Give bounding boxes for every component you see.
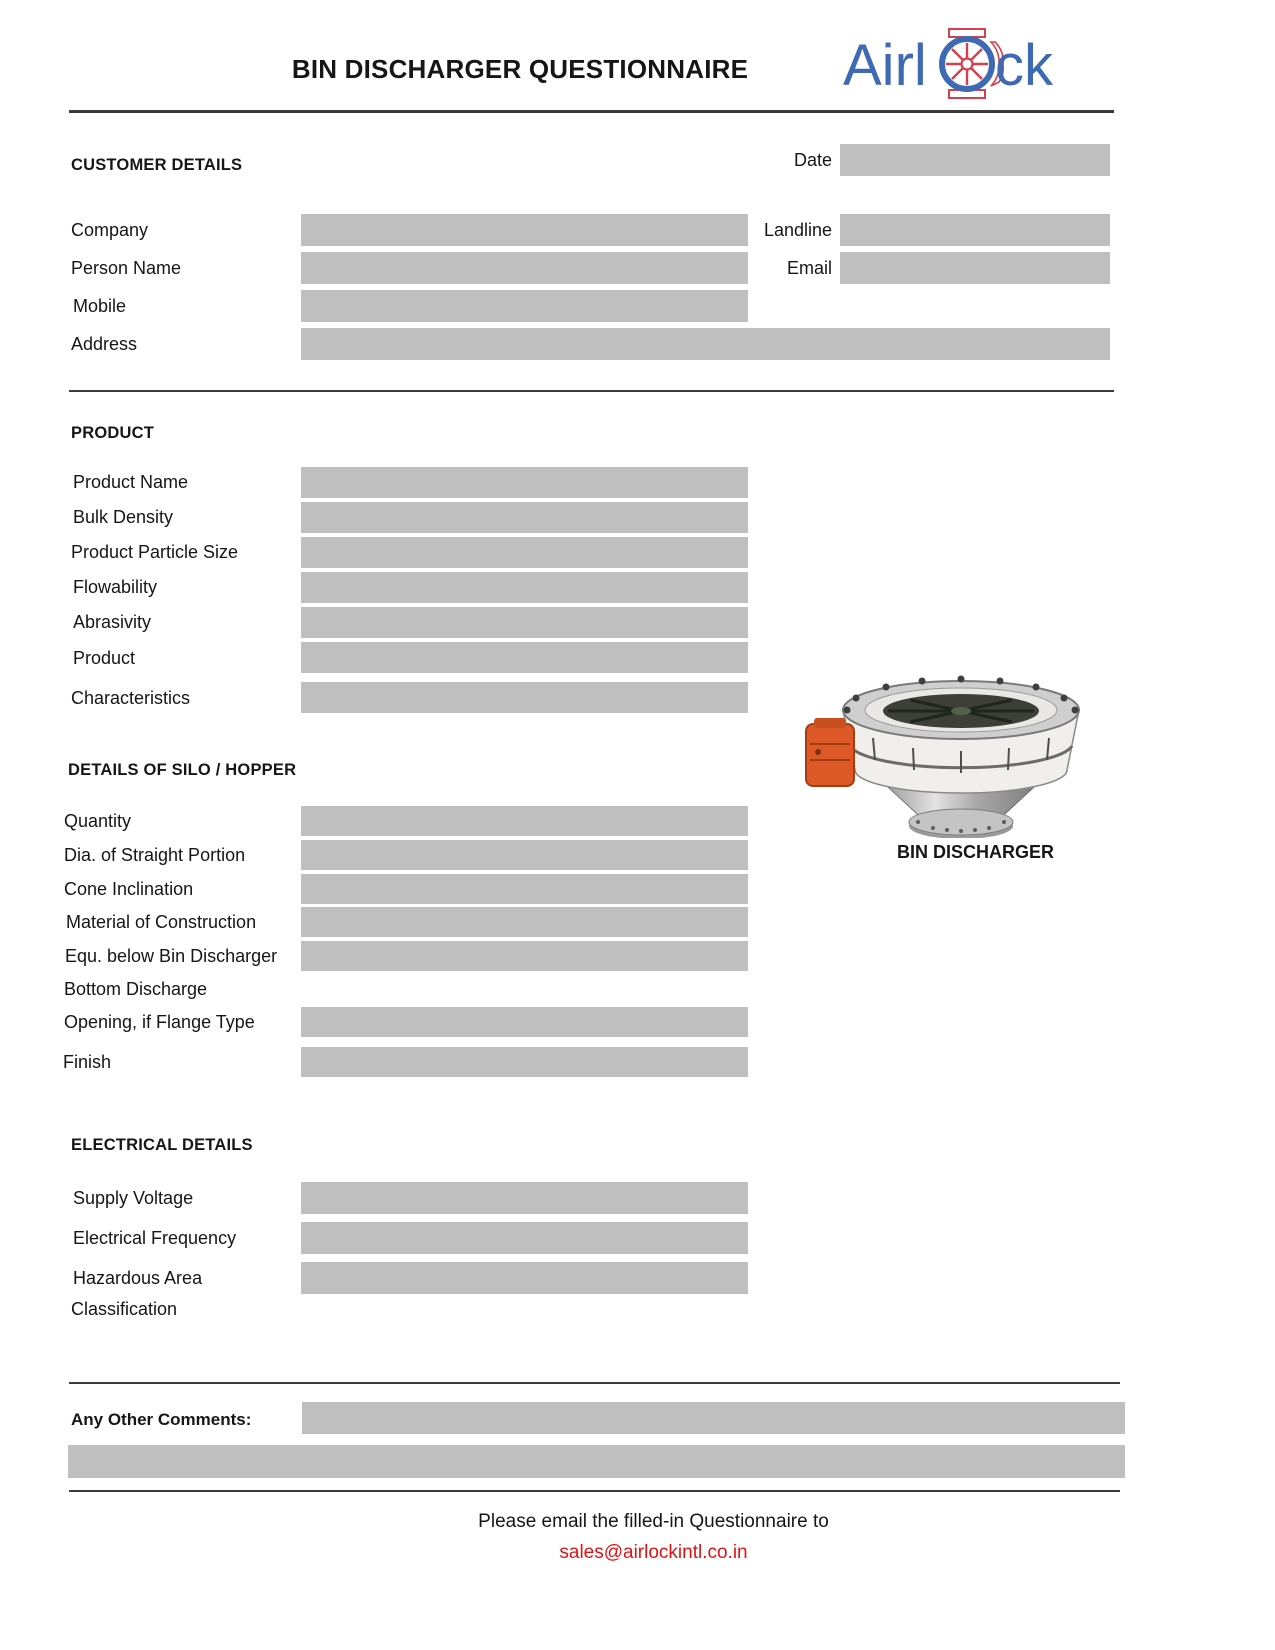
product-characteristics-label-line2: Characteristics (71, 688, 191, 708)
figure-caption: BIN DISCHARGER (896, 842, 1054, 862)
email-label: Email (786, 258, 832, 278)
email-input[interactable] (840, 252, 1110, 284)
product-name-label: Product Name (73, 472, 189, 492)
bottom-discharge-label-line2: Opening, if Flange Type (64, 1012, 255, 1032)
quantity-input[interactable] (301, 806, 748, 836)
supply-voltage-input[interactable] (301, 1182, 748, 1214)
flowability-label: Flowability (73, 577, 158, 597)
straight-portion-dia-input[interactable] (301, 840, 748, 870)
bottom-discharge-label-line1: Bottom Discharge (64, 979, 208, 999)
comments-top-divider (69, 1382, 1120, 1384)
address-label: Address (71, 334, 138, 354)
equipment-below-label: Equ. below Bin Discharger (65, 946, 278, 966)
bulk-density-label: Bulk Density (73, 507, 174, 527)
material-of-construction-label: Material of Construction (66, 912, 257, 932)
finish-label: Finish (63, 1052, 112, 1072)
finish-input[interactable] (301, 1047, 748, 1077)
electrical-frequency-input[interactable] (301, 1222, 748, 1254)
airlock-logo (843, 24, 1057, 106)
material-of-construction-input[interactable] (301, 907, 748, 937)
company-label: Company (71, 220, 149, 240)
address-input[interactable] (301, 328, 1110, 360)
footer-divider (69, 1490, 1120, 1492)
cone-inclination-input[interactable] (301, 874, 748, 904)
customer-details-heading: CUSTOMER DETAILS (71, 156, 243, 174)
flowability-input[interactable] (301, 572, 748, 603)
hazardous-area-label-line2: Classification (71, 1299, 178, 1319)
hazardous-area-label-line1: Hazardous Area (73, 1268, 203, 1288)
bottom-discharge-opening-input[interactable] (301, 1007, 748, 1037)
customer-section-divider (69, 390, 1114, 392)
product-characteristics-input-1[interactable] (301, 642, 748, 673)
any-other-comments-label: Any Other Comments: (71, 1410, 252, 1429)
comments-input-line2[interactable] (68, 1445, 1125, 1478)
footer-email-link[interactable]: sales@airlockintl.co.in (559, 1542, 748, 1563)
logo-text-left: Airl (843, 33, 927, 98)
logo-text-right: ck (995, 33, 1053, 98)
abrasivity-input[interactable] (301, 607, 748, 638)
mobile-input[interactable] (301, 290, 748, 322)
landline-label: Landline (763, 220, 832, 240)
landline-input[interactable] (840, 214, 1110, 246)
straight-portion-dia-label: Dia. of Straight Portion (64, 845, 246, 865)
electrical-details-heading: ELECTRICAL DETAILS (71, 1136, 253, 1154)
bin-discharger-photo (798, 648, 1083, 838)
comments-input-line1[interactable] (302, 1402, 1125, 1434)
abrasivity-label: Abrasivity (73, 612, 152, 632)
product-heading: PRODUCT (71, 424, 154, 442)
hazardous-area-input[interactable] (301, 1262, 748, 1294)
product-characteristics-label-line1: Product (73, 648, 136, 668)
electrical-frequency-label: Electrical Frequency (73, 1228, 237, 1248)
product-name-input[interactable] (301, 467, 748, 498)
particle-size-input[interactable] (301, 537, 748, 568)
person-name-label: Person Name (71, 258, 182, 278)
header-divider (69, 110, 1114, 113)
equipment-below-input[interactable] (301, 941, 748, 971)
cone-inclination-label: Cone Inclination (64, 879, 194, 899)
mobile-label: Mobile (73, 296, 127, 316)
product-characteristics-input-2[interactable] (301, 682, 748, 713)
footer-instruction: Please email the filled-in Questionnaire to (478, 1511, 829, 1532)
person-name-input[interactable] (301, 252, 748, 284)
date-input[interactable] (840, 144, 1110, 176)
page-title: BIN DISCHARGER QUESTIONNAIRE (291, 54, 749, 84)
silo-details-heading: DETAILS OF SILO / HOPPER (68, 761, 297, 779)
date-label: Date (793, 150, 832, 170)
bulk-density-input[interactable] (301, 502, 748, 533)
particle-size-label: Product Particle Size (71, 542, 239, 562)
company-input[interactable] (301, 214, 748, 246)
quantity-label: Quantity (64, 811, 132, 831)
supply-voltage-label: Supply Voltage (73, 1188, 194, 1208)
